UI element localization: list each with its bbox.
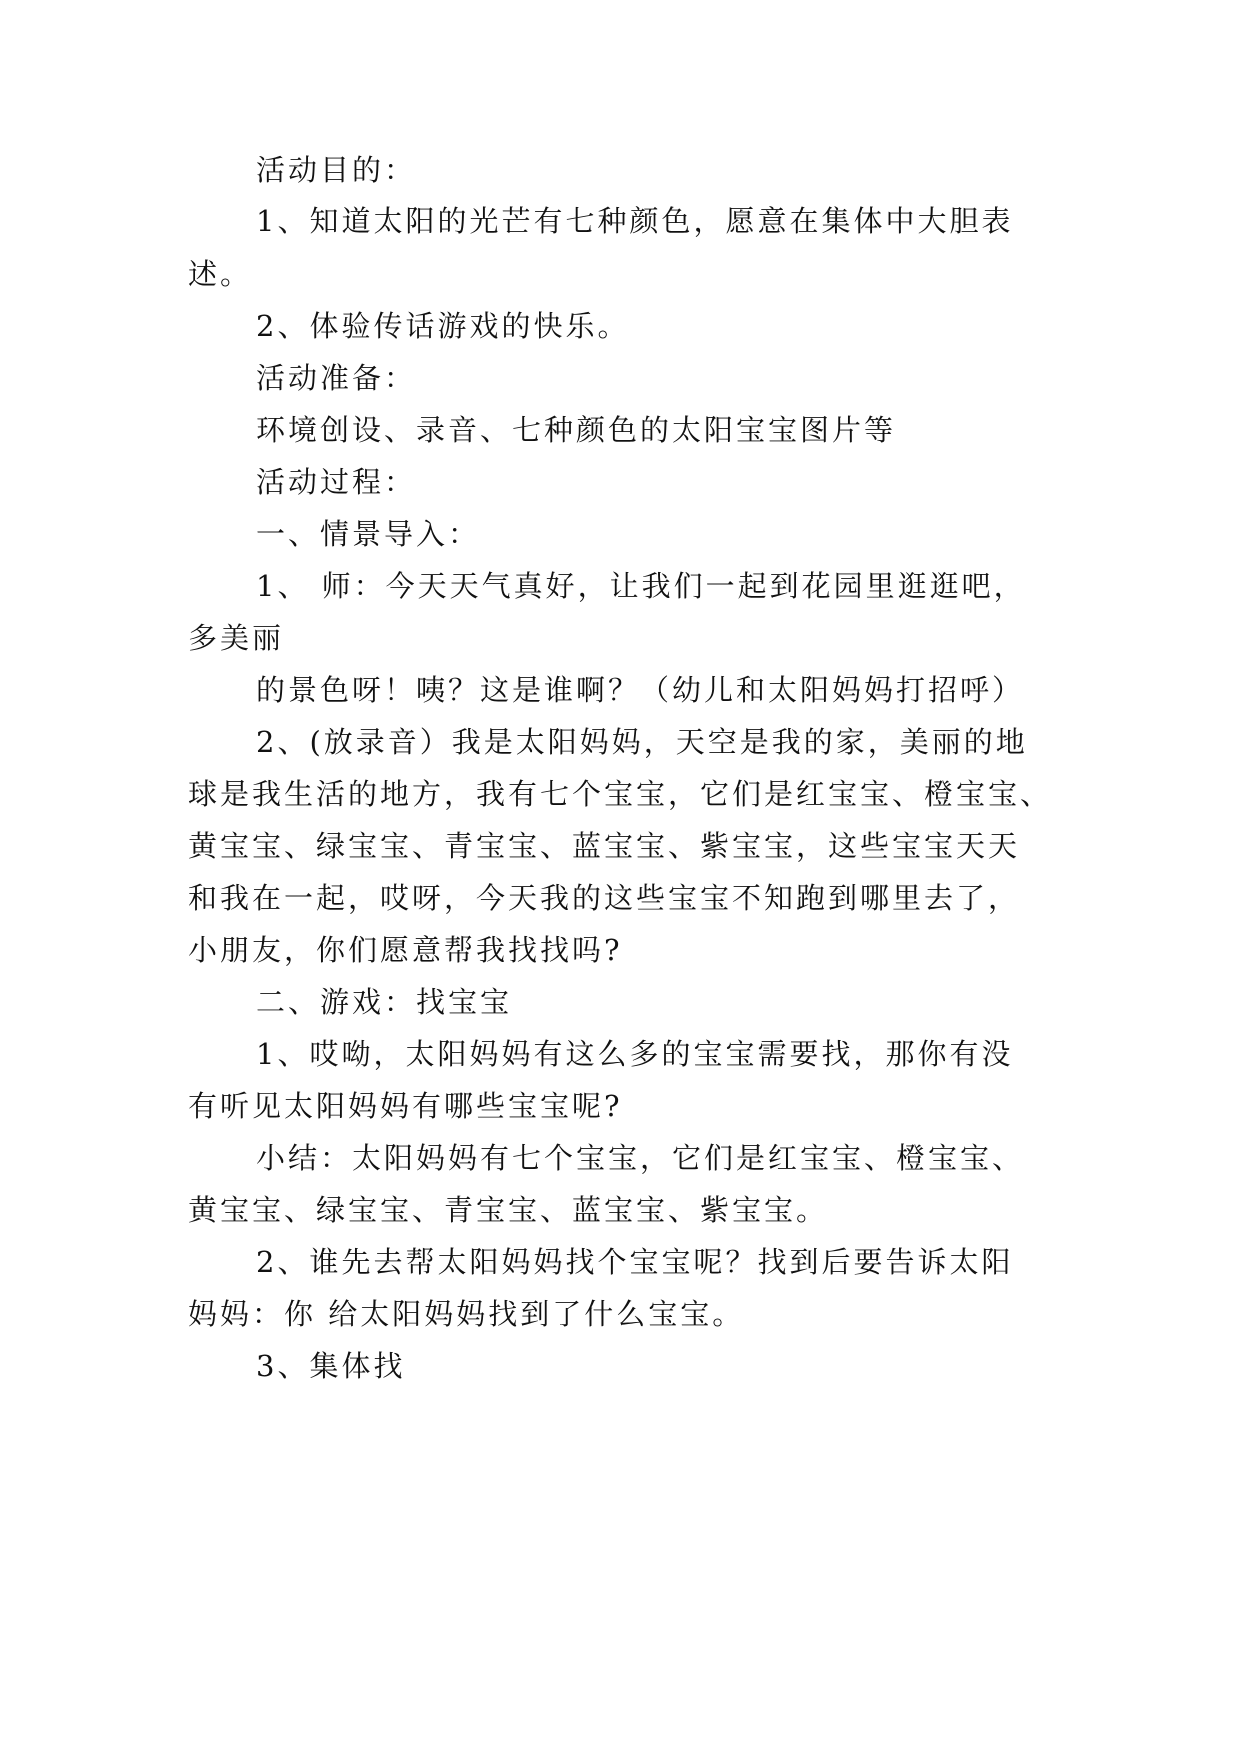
paragraph-line: 述。	[188, 257, 253, 291]
paragraph-line: 和我在一起，哎呀，今天我的这些宝宝不知跑到哪里去了，	[188, 881, 1021, 915]
paragraph-line: 3、集体找	[256, 1349, 406, 1383]
paragraph-line: 1、知道太阳的光芒有七种颜色，愿意在集体中大胆表	[256, 204, 1014, 238]
paragraph-line: 2、谁先去帮太阳妈妈找个宝宝呢？找到后要告诉太阳	[256, 1245, 1014, 1279]
section-heading-process: 活动过程：	[256, 465, 417, 499]
paragraph-line: 多美丽	[188, 621, 285, 655]
paragraph-line: 2、体验传话游戏的快乐。	[256, 309, 630, 343]
paragraph-line: 黄宝宝、绿宝宝、青宝宝、蓝宝宝、紫宝宝。	[188, 1193, 829, 1227]
section-heading-objectives: 活动目的：	[256, 153, 417, 187]
section-heading-preparation: 活动准备：	[256, 361, 417, 395]
paragraph-line: 黄宝宝、绿宝宝、青宝宝、蓝宝宝、紫宝宝，这些宝宝天天	[188, 829, 1021, 863]
paragraph-line: 1、哎呦，太阳妈妈有这么多的宝宝需要找，那你有没	[256, 1037, 1014, 1071]
paragraph-line: 环境创设、录音、七种颜色的太阳宝宝图片等	[256, 413, 897, 447]
subsection-heading: 二、游戏：找宝宝	[256, 985, 513, 1019]
paragraph-line: 1、 师：今天天气真好，让我们一起到花园里逛逛吧，	[256, 569, 1026, 603]
paragraph-line: 小朋友，你们愿意帮我找找吗?	[188, 933, 623, 967]
subsection-heading: 一、情景导入：	[256, 517, 481, 551]
paragraph-line: 球是我生活的地方，我有七个宝宝，它们是红宝宝、橙宝宝、	[188, 777, 1053, 811]
paragraph-line: 妈妈：你 给太阳妈妈找到了什么宝宝。	[188, 1297, 745, 1331]
paragraph-line: 2、(放录音）我是太阳妈妈，天空是我的家，美丽的地	[256, 725, 1028, 759]
paragraph-line: 小结：太阳妈妈有七个宝宝，它们是红宝宝、橙宝宝、	[256, 1141, 1025, 1175]
paragraph-line: 的景色呀！咦？这是谁啊？（幼儿和太阳妈妈打招呼）	[256, 673, 1025, 707]
paragraph-line: 有听见太阳妈妈有哪些宝宝呢?	[188, 1089, 623, 1123]
